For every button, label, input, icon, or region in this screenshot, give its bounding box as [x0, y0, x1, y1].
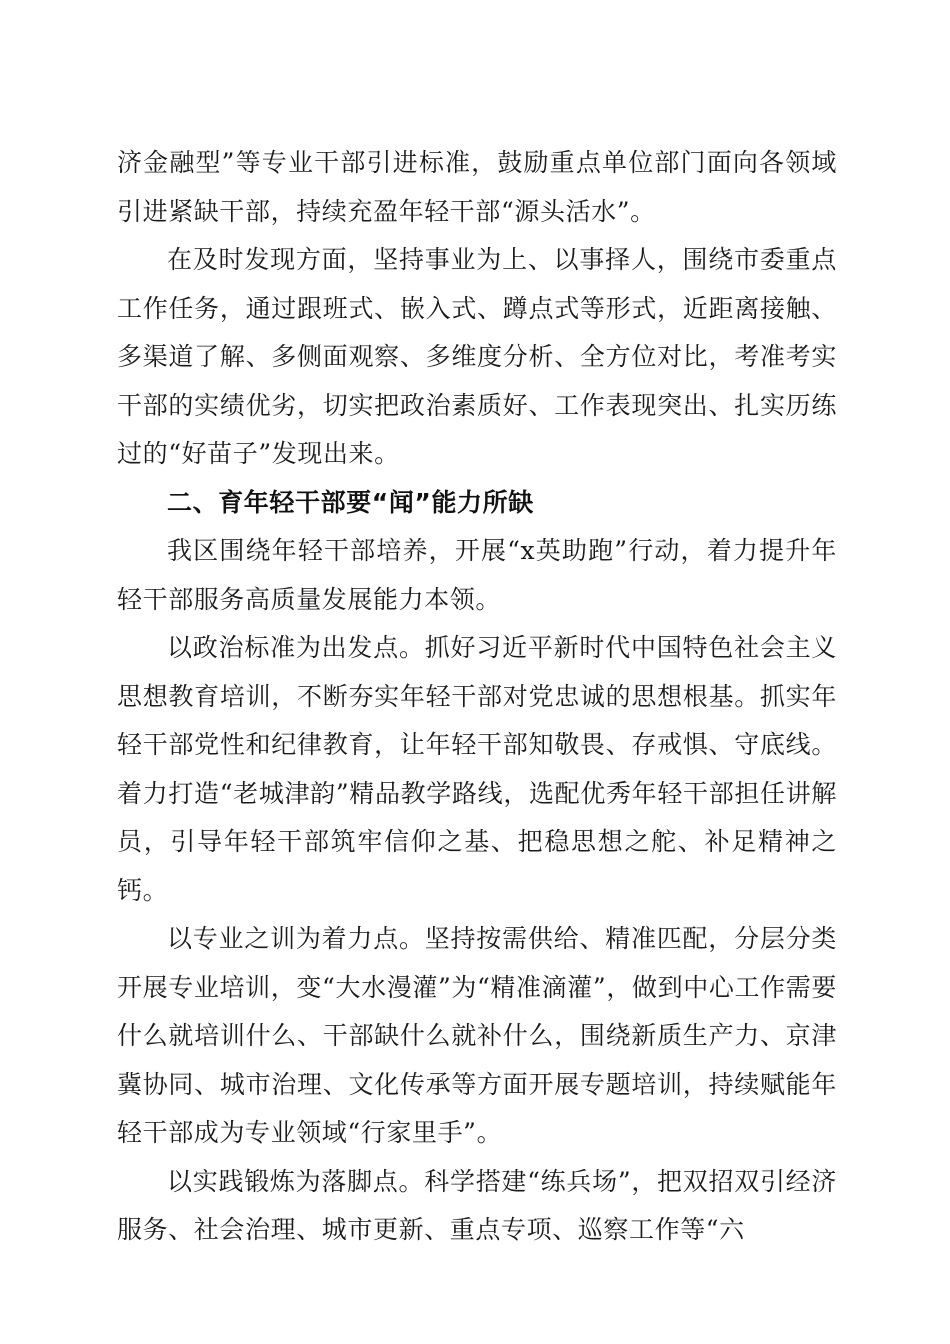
paragraph-professional-training: 以专业之训为着力点。坚持按需供给、精准匹配，分层分类开展专业培训，变“大水漫灌”为“精准滴灌”，做到中心工作需要什么就培训什么、干部缺什么就补什么，围绕新质生产力、京津冀协同、城市治理、文化传承等方面开展专题培训，持续赋能年轻干部成为专业领域“行家里手”。: [117, 924, 837, 1147]
paragraph-political-standard: 以政治标准为出发点。抓好习近平新时代中国特色社会主义思想教育培训，不断夯实年轻干部对党忠诚的思想根基。抓实年轻干部党性和纪律教育，让年轻干部知敬畏、存戒惧、守底线。着力打造“老城津韵”精品教学路线，选配优秀年轻干部担任讲解员，引导年轻干部筑牢信仰之基、把稳思想之舵、补足精神之钙。: [117, 633, 837, 905]
document-body: [117, 139, 837, 1255]
paragraph-intro-action: 我区围绕年轻干部培养，开展“x英助跑”行动，着力提升年轻干部服务高质量发展能力本领。: [117, 536, 837, 614]
paragraph-timely-discovery: 在及时发现方面，坚持事业为上、以事择人，围绕市委重点工作任务，通过跟班式、嵌入式、蹲点式等形式，近距离接触、多渠道了解、多侧面观察、多维度分析、全方位对比，考准考实干部的实绩优劣，切实把政治素质好、工作表现突出、扎实历练过的“好苗子”发现出来。: [117, 245, 837, 468]
paragraph-continuation: 济金融型”等专业干部引进标准，鼓励重点单位部门面向各领域引进紧缺干部，持续充盈年轻干部“源头活水”。: [117, 148, 837, 226]
paragraph-practice-training: 以实践锻炼为落脚点。科学搭建“练兵场”，把双招双引经济服务、社会治理、城市更新、重点专项、巡察工作等“六: [117, 1166, 837, 1244]
section-heading-two: 二、育年轻干部要“闻”能力所缺: [167, 487, 534, 517]
